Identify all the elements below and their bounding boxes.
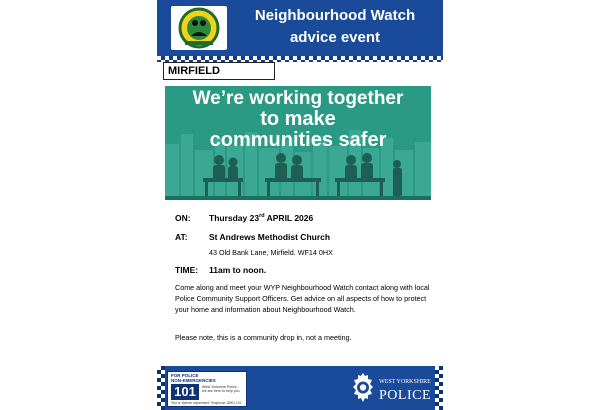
neighbourhood-watch-logo-icon: [171, 6, 227, 50]
brand-west-yorkshire: WEST YORKSHIRE: [379, 379, 431, 385]
drop-in-note: Please note, this is a community drop in, not a meeting.: [175, 333, 352, 342]
police-crest-icon: [351, 372, 375, 404]
event-date-rest: APRIL 2026: [264, 213, 314, 223]
banner-line1: We’re working together: [192, 88, 404, 109]
poster-header: [157, 0, 443, 56]
card-number: 101: [171, 384, 199, 400]
card-line1: FOR POLICE: [171, 373, 199, 378]
footer-checker-left: [157, 366, 165, 410]
event-venue: St Andrews Methodist Church: [209, 232, 331, 242]
poster-title-line1: Neighbourhood Watch: [254, 7, 416, 24]
at-label: AT:: [175, 232, 188, 242]
body-paragraph: Come along and meet your WYP Neighbourhood Watch contact along with local Police Community Support Officers. Get advice on all aspects of how to protect your home and information about Neighbourhood Watch.: [175, 283, 430, 314]
card-line2: NON-EMERGENCIES: [171, 378, 216, 383]
poster-footer: [157, 366, 443, 410]
non-emergency-card: [167, 371, 247, 407]
event-address: 43 Old Bank Lane, Mirfield. WF14 0HX: [209, 248, 333, 257]
card-bottom-text: Text or Speech impairment: Textphone 18001 101: [171, 401, 242, 405]
slogan-banner: [165, 86, 431, 200]
event-date-day: Thursday 23: [209, 213, 260, 223]
card-side-text: West Yorkshire Police, we are here to help you: [202, 385, 240, 394]
event-date: [209, 213, 313, 223]
footer-checker-right: [435, 366, 443, 410]
on-label: ON:: [175, 213, 191, 223]
location-label: MIRFIELD: [163, 62, 275, 80]
banner-line2: to make: [260, 108, 336, 130]
event-date-suffix: rd: [259, 213, 265, 220]
brand-police: POLICE: [379, 388, 431, 403]
event-poster: [157, 0, 443, 410]
event-time: 11am to noon.: [209, 265, 267, 275]
poster-title-line2: advice event: [289, 29, 381, 46]
banner-line3: communities safer: [209, 129, 387, 151]
time-label: TIME:: [175, 265, 199, 275]
